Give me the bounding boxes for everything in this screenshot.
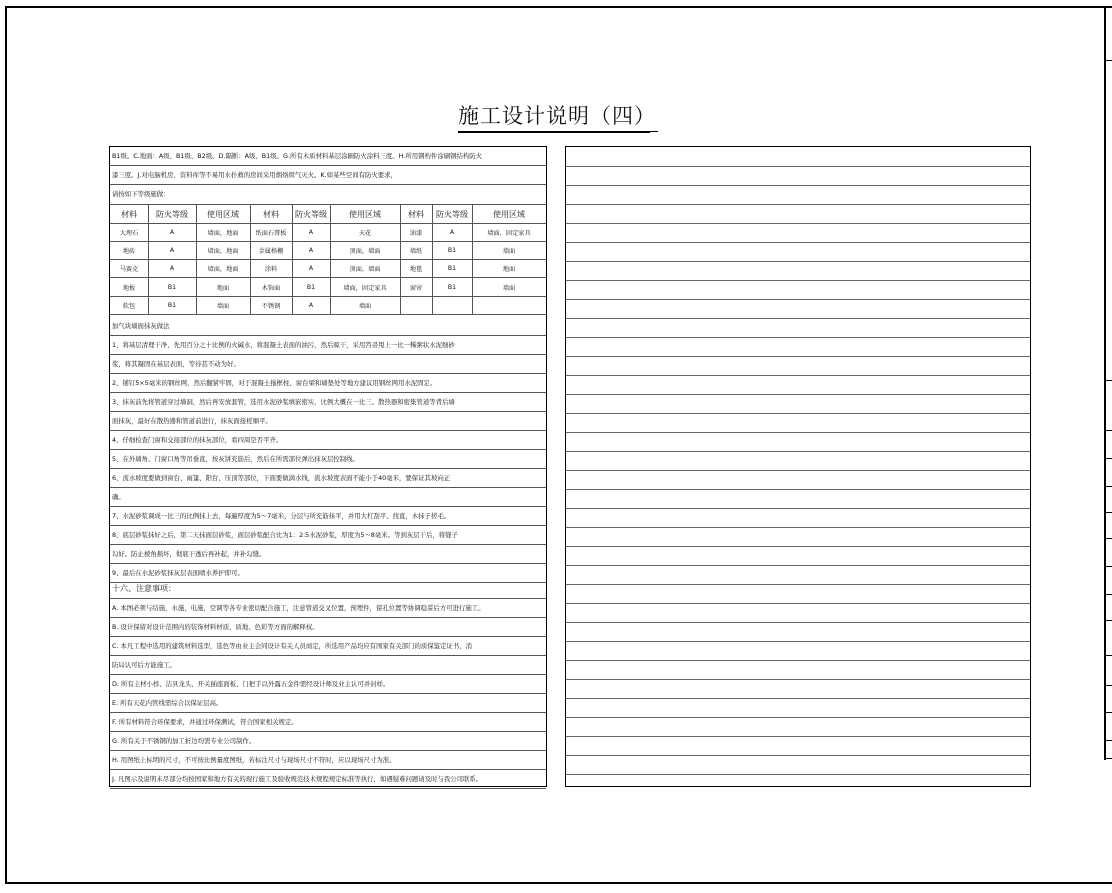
title-block-tick (1106, 620, 1112, 621)
title-block-tick (1106, 60, 1112, 61)
title-block-tick (1106, 380, 1112, 381)
plaster-line: 2、铺钉5×5毫米的钢丝网，然后翻紧牢固，对于混凝土拖框柱、窗台梁和墙垫处等地方建议用钢丝网用水泥固定。 (110, 374, 546, 393)
material-table-cell: 墙面，地面 (207, 248, 239, 255)
material-table-cell: 金属格栅 (258, 248, 284, 255)
ruled-line (566, 451, 1030, 452)
note-line: G. 所有关于不锈钢的加工折边均需专业公司制作。 (110, 732, 546, 751)
ruled-line (566, 242, 1030, 243)
material-table-row (110, 242, 546, 260)
plaster-line: 6、流水坡度要做到窗台、雨篷、阳台、压顶等部位，下面要做滴水线，流水坡度表面不能小于40毫米，要保证其坡向正 (110, 469, 546, 488)
title-block-tick (1106, 430, 1112, 431)
material-table-cell: 纸面石膏板 (255, 230, 287, 237)
note-line: H. 用图纸上标明的尺寸，不可按比例量度图纸，若标注尺寸与现场尺寸不符时，应以现场尺寸为准。 (110, 751, 546, 770)
ruled-line (566, 489, 1030, 490)
title-block-tick (1106, 512, 1112, 513)
material-table-header-cell: 材料 (121, 209, 137, 219)
material-table-cell: 地板 (122, 284, 136, 292)
note-line: J. 凡图示及说明未尽部分均按国家和地方有关的现行施工及验收规范技术规程规定标准等执行，如遇疑难问题请及时与我公司联系。 (110, 770, 546, 789)
ruled-line (566, 185, 1030, 186)
material-table-divider (432, 205, 433, 315)
title-double-underline (458, 132, 650, 133)
note-line: D. 所有主材小样、洁具龙头、开关插座面板、门把手以外露五金件需经设计师及业主认可并封样。 (110, 675, 546, 694)
title-block-tick (1106, 758, 1112, 759)
material-table-cell: A (169, 247, 175, 254)
intro-line: 漆三度。J.对电脑机房、资料库等不易用水扑救的房间采用烟烙烬气灭火。K.如某些空间有防火要求， (110, 166, 546, 185)
material-table-header-cell: 防火等级 (156, 209, 188, 219)
material-table-cell: 窗帘 (409, 284, 423, 292)
material-table-cell: 软包 (122, 303, 136, 310)
ruled-line (566, 641, 1030, 642)
material-table-cell: A (308, 229, 314, 236)
material-table-cell: 顶面，墙面 (349, 266, 381, 273)
ruled-line (566, 280, 1030, 281)
ruled-line (566, 356, 1030, 357)
ruled-line (566, 603, 1030, 604)
note-line: A. 本图必须与结施，水施，电施，空调等各专业密切配合施工，注意管道交叉位置，预埋件，留孔位置等协调稳妥后方可进行施工。 (110, 599, 546, 618)
note-line: F. 所有材料符合环保要求，并通过环保测试，符合国家相关规定。 (110, 713, 546, 732)
material-table-cell: A (169, 265, 175, 272)
material-table-header-cell: 使用区域 (207, 209, 239, 219)
title-block-tick (1106, 566, 1112, 567)
material-table-header-cell: 材料 (263, 209, 279, 219)
material-table-cell: 地砖 (122, 248, 136, 255)
title-block-tick (1106, 740, 1112, 741)
material-table-cell: A (308, 302, 314, 309)
material-table-cell: 墙面 (358, 303, 372, 310)
ruled-line (566, 717, 1030, 718)
plaster-line: 5、在外墙角、门窗口角等吊垂直，按灰饼充筋后，然后在所需部位弹出抹灰层控制线。 (110, 450, 546, 469)
plaster-line: 1、将基层清理干净，先用百分之十比例的火碱水，将混凝土表面的油污，然后晾干，采用笤帚甩上一比一稀粥状水泥细砂 (110, 336, 546, 355)
material-table-cell: 墙面 (502, 284, 516, 292)
material-table-cell: B1 (306, 283, 316, 291)
title-block-tick (1106, 486, 1112, 487)
material-table-header-cell: 使用区域 (349, 209, 381, 219)
material-table-cell: 墙面，固定家具 (487, 230, 531, 237)
ruled-line (566, 622, 1030, 623)
title-block-tick (1106, 712, 1112, 713)
material-table-cell: 木饰面 (261, 284, 281, 292)
material-table-cell: 地面 (216, 284, 230, 292)
ruled-line (566, 774, 1030, 775)
material-table-row (110, 224, 546, 242)
intro-line: B1级。C.地面：A级、B1级、B2级。D.隔断：A级、B1级。G.所有木质材料基层涂刷防火涂料三度。H.所用钢构件涂刷钢结构防火 (110, 147, 546, 166)
material-table-cell: B1 (167, 302, 177, 309)
ruled-line (566, 413, 1030, 414)
ruled-line (566, 204, 1030, 205)
material-table-cell (432, 297, 472, 314)
plaster-line: 面抹灰，最好在散热器和管道前进行，抹灰面接槎顺平。 (110, 412, 546, 431)
plaster-line: 确。 (110, 488, 546, 507)
title-block-tick (1106, 594, 1112, 595)
plaster-line: 7、水泥砂浆调成一比三的比例抹上去，每遍厚度为5～7毫米，分层与所充筋抹平，并用大杠刮平、找直，木抹子搓毛。 (110, 507, 546, 526)
material-table-cell: B1 (167, 283, 177, 291)
material-table-row (110, 297, 546, 315)
material-table-header-cell: 防火等级 (295, 209, 327, 219)
ruled-line (566, 565, 1030, 566)
ruled-line (566, 375, 1030, 376)
material-table-row (110, 260, 546, 278)
ruled-line (566, 679, 1030, 680)
material-table-cell: A (308, 247, 314, 254)
material-table-cell: 油漆 (409, 230, 423, 237)
right-blank-panel (565, 146, 1031, 787)
material-table-cell: 墙纸 (409, 248, 423, 255)
material-table-cell: 马赛克 (119, 266, 139, 273)
material-table-divider (472, 205, 473, 315)
material-table-header-cell: 防火等级 (436, 209, 468, 219)
material-table-cell: A (169, 229, 175, 236)
ruled-line (566, 660, 1030, 661)
material-table-cell: 墙面，固定家具 (343, 284, 387, 292)
plaster-line: 4、仔细检查门窗和交接部位的抹灰部位，看四周是否平齐。 (110, 431, 546, 450)
material-table-header-cell: 材料 (408, 209, 424, 219)
material-table-cell: 不锈钢 (261, 303, 281, 310)
material-table-cell: 墙面，地面 (207, 266, 239, 273)
ruled-line (566, 508, 1030, 509)
left-text-panel (109, 146, 547, 787)
ruled-line (566, 318, 1030, 319)
material-table-cell (472, 297, 546, 314)
material-table-cell: B1 (447, 247, 457, 254)
plaster-line: 浆，将其凝固在基层表面，等待甚不动为好。 (110, 355, 546, 374)
material-table-cell: 地毯 (409, 266, 423, 273)
plaster-line: 勾好。防止棱角损坏，彻底干透后再补起，并补勾缝。 (110, 545, 546, 564)
note-line: 防局认可后方能施工。 (110, 656, 546, 675)
ruled-line (566, 470, 1030, 471)
material-table-cell: 墙面 (216, 303, 230, 310)
material-table-cell: B1 (447, 265, 457, 272)
material-table-divider (330, 205, 331, 315)
material-table-divider (292, 205, 293, 315)
ruled-line (566, 584, 1030, 585)
ruled-line (566, 394, 1030, 395)
material-table-cell: A (308, 265, 314, 272)
material-table-cell (400, 297, 432, 314)
title-block-tick (1106, 458, 1112, 459)
plaster-line: 3、抹灰前先将管道穿过墙洞，然后再安放套管，选用水泥砂浆填嵌密实，比例大概在一比三。散热器和密集管道等背后墙 (110, 393, 546, 412)
ruled-line (566, 527, 1030, 528)
material-table-cell: 墙面 (502, 248, 516, 255)
plaster-line: 加气块墙面抹灰做法 (110, 317, 546, 336)
note-line: E. 所有天花内管线需综合以保证层高。 (110, 694, 546, 713)
material-table-cell: 天花 (358, 230, 372, 237)
title-block-border (1104, 8, 1106, 760)
ruled-line (566, 432, 1030, 433)
material-table-divider (196, 205, 197, 315)
ruled-line (566, 698, 1030, 699)
title-block-tick (1106, 655, 1112, 656)
ruled-line (566, 299, 1030, 300)
material-table-cell: B1 (447, 283, 457, 291)
note-line: C. 本凡工程中选用的建筑材料选型，选色等由业主会同设计有关人员商定，所选用产品均应有国家有关部门的质保鉴定证书，消 (110, 637, 546, 656)
fire-rating-material-table (110, 205, 546, 315)
note-line: B. 设计保留对设计范围内的装饰材料材质、质地、色彩等方面的解释权。 (110, 618, 546, 637)
material-table-header-cell: 使用区域 (493, 209, 525, 219)
material-table-cell: 涂料 (264, 266, 278, 273)
ruled-line (566, 261, 1030, 262)
ruled-line (566, 736, 1030, 737)
material-table-divider (148, 205, 149, 315)
material-table-cell: 顶面，墙面 (349, 248, 381, 255)
plaster-line: 9、最后在水泥砂浆抹灰层表面喷水养护即可。 (110, 564, 546, 583)
ruled-line (566, 755, 1030, 756)
title-block-tick (1106, 685, 1112, 686)
material-table-divider (400, 205, 401, 315)
material-table-divider (250, 205, 251, 315)
material-table-cell: 大理石 (119, 230, 139, 237)
notes-heading: 十六、注意事项： (110, 580, 546, 599)
page-title: 施工设计说明（四） (458, 100, 658, 132)
material-table-row (110, 278, 546, 297)
ruled-line (566, 337, 1030, 338)
ruled-line (566, 223, 1030, 224)
intro-line: 请按如下等级施做： (110, 185, 546, 205)
material-table-cell: A (449, 229, 455, 236)
title-block-tick (1106, 538, 1112, 539)
material-table-cell: 地面 (502, 266, 516, 273)
material-table-cell: 墙面，地面 (207, 230, 239, 237)
ruled-line (566, 166, 1030, 167)
material-table-header (110, 205, 546, 224)
plaster-line: 8、底层砂浆抹好之后，第二天抹面层砂浆，面层砂浆配合比为1：2.5水泥砂浆，厚度为5～8毫米。等到灰层干后，将缝子 (110, 526, 546, 545)
ruled-line (566, 546, 1030, 547)
